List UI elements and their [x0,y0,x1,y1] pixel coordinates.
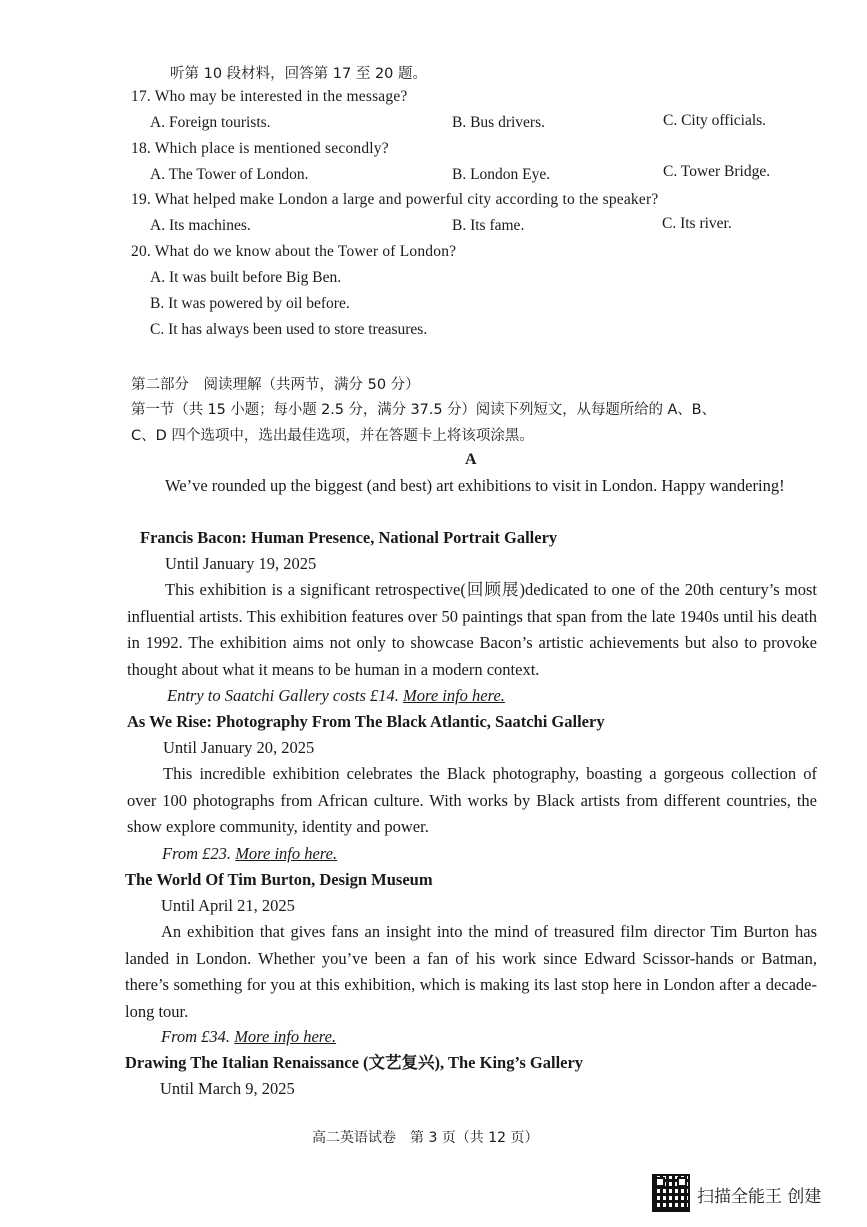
exhibition-date: Until January 20, 2025 [163,738,315,757]
qr-code-icon [652,1174,690,1212]
reading-part-title: 第二部分 阅读理解（共两节，满分 50 分） [131,377,420,393]
scanner-watermark: 扫描全能王 创建 [697,1187,822,1207]
exhibition-title: Francis Bacon: Human Presence, National Portrait Gallery [140,528,558,547]
question-20-stem: 20. What do we know about the Tower of London? [131,243,457,260]
exhibition-price-line [162,841,337,868]
passage-label: A [465,451,477,468]
question-17-option-a: A. Foreign tourists. [150,114,271,131]
reading-section-instruction-line1: 第一节（共 15 小题；每小题 2.5 分，满分 37.5 分）阅读下列短文，从每题所给的 A、B、 [131,402,716,418]
question-18-stem: 18. Which place is mentioned secondly? [131,140,389,157]
exhibition-date: Until January 19, 2025 [165,554,317,573]
page-footer: 高二英语试卷 第 3 页（共 12 页） [312,1130,539,1146]
question-19-stem: 19. What helped make London a large and powerful city according to the speaker? [131,191,659,208]
exhibition-description: An exhibition that gives fans an insight into the mind of treasured film director Tim Burton has landed in London. Whether you’ve been a fan of his work since Edward Scissor-hands or Batman, there’s something for you at this exhibition, which is making its last stop here in London after a decade-long tour. [125,922,817,1021]
question-20-option-b: B. It was powered by oil before. [150,295,350,312]
exhibition-title: As We Rise: Photography From The Black Atlantic, Saatchi Gallery [127,712,605,731]
question-18-option-a: A. The Tower of London. [150,166,309,183]
question-17-stem: 17. Who may be interested in the message? [131,88,408,105]
question-20-option-a: A. It was built before Big Ben. [150,269,342,286]
reading-section-instruction-line2: C、D 四个选项中，选出最佳选项，并在答题卡上将该项涂黑。 [131,428,534,444]
question-18-option-b: B. London Eye. [452,166,551,183]
exhibition-price-line [161,1024,336,1051]
passage-intro: We’ve rounded up the biggest (and best) art exhibitions to visit in London. Happy wandering! [165,476,785,495]
question-17-option-b: B. Bus drivers. [452,114,545,131]
more-info-link[interactable]: More info here. [403,686,505,705]
exhibition-description: This exhibition is a significant retrospective(回顾展)dedicated to one of the 20th century’s most influential artists. This exhibition features over 50 paintings that span from the late 1940s until his death in 1992. The exhibition aims not only to showcase Bacon’s artistic achievements but also to provoke thought about what it means to be human in a modern context. [127,580,817,679]
exhibition-title: The World Of Tim Burton, Design Museum [125,870,433,889]
question-19-option-a: A. Its machines. [150,217,251,234]
exhibition-price: Entry to Saatchi Gallery costs £14. [167,686,399,705]
question-17-option-c: C. City officials. [663,112,767,129]
exhibition-description: This incredible exhibition celebrates the Black photography, boasting a gorgeous collection of over 100 photographs from African culture. With works by Black artists from different countries, the show explore community, identity and power. [127,764,817,836]
exhibition-price: From £34. [161,1027,231,1046]
more-info-link[interactable]: More info here. [235,844,338,863]
exhibition-price-line [167,683,505,710]
exhibition-price: From £23. [162,844,232,863]
exhibition-title: Drawing The Italian Renaissance (文艺复兴), The King’s Gallery [125,1053,584,1072]
more-info-link[interactable]: More info here. [234,1027,337,1046]
listening-instruction: 听第 10 段材料，回答第 17 至 20 题。 [170,66,428,82]
question-19-option-b: B. Its fame. [452,217,525,234]
exhibition-date: Until March 9, 2025 [160,1079,295,1098]
question-18-option-c: C. Tower Bridge. [663,163,771,180]
question-19-option-c: C. Its river. [662,215,732,232]
question-20-option-c: C. It has always been used to store treasures. [150,321,428,338]
exhibition-date: Until April 21, 2025 [161,896,295,915]
